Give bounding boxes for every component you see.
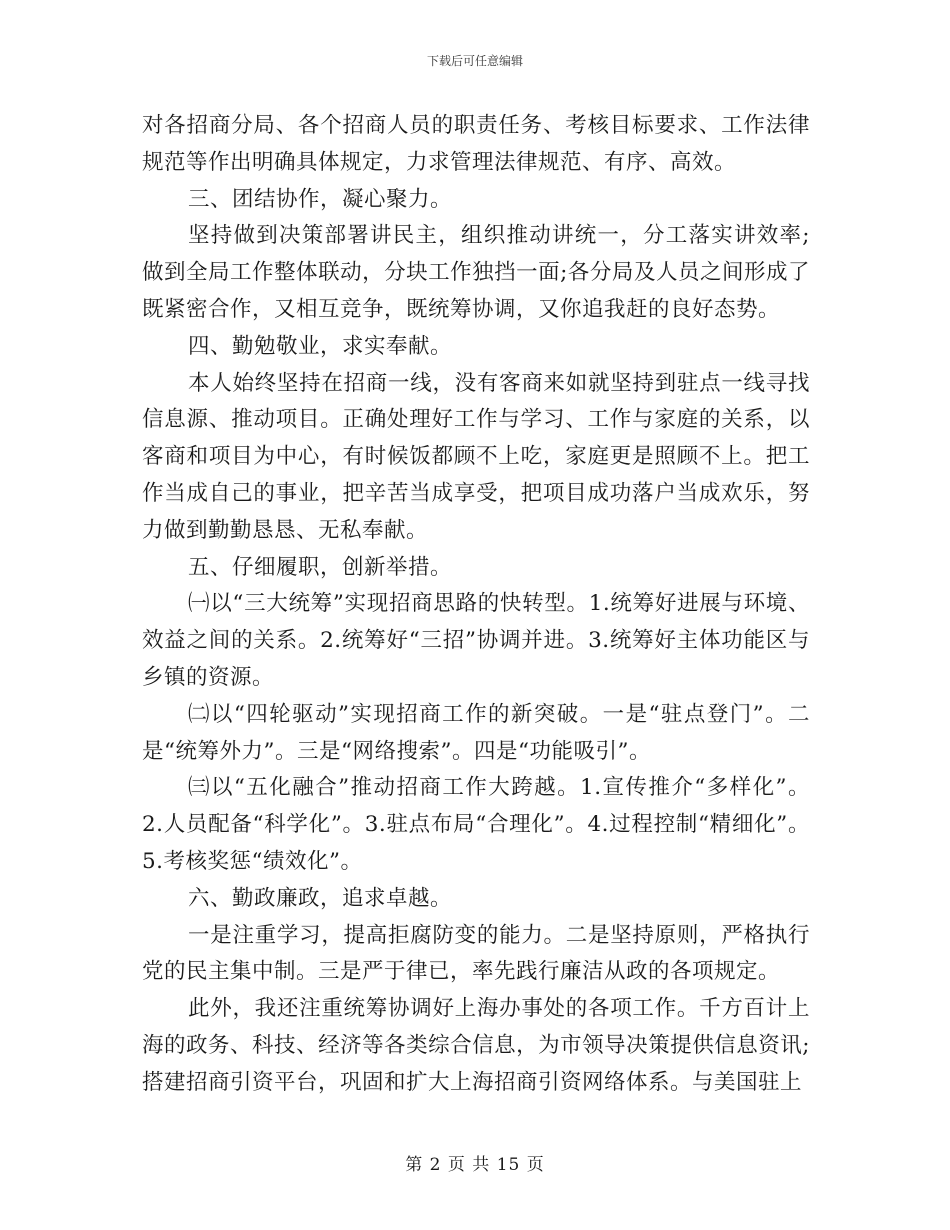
paragraph-7: ㈠以“三大统筹”实现招商思路的快转型。1.统筹好进展与环境、效益之间的关系。2.统筹好“三招”协调并进。3.统筹好主体功能区与乡镇的资源。 — [142, 591, 810, 690]
section-heading-3: 三、团结协作，凝心聚力。 — [188, 186, 453, 212]
paragraph-11: 一是注重学习，提高拒腐防变的能力。二是坚持原则，严格执行党的民主集中制。三是严于律已，率先践行廉洁从政的各项规定。 — [142, 922, 810, 985]
paragraph-9: ㈢以“五化融合”推动招商工作大跨越。1.宣传推介“多样化”。 2.人员配备“科学化”。3.驻点布局“合理化”。4.过程控制“精细化”。5.考核奖惩“绩效化”。 — [142, 775, 810, 874]
page-footer: 第 2 页 共 15 页 — [405, 1155, 545, 1175]
paragraph-8: ㈡以“四轮驱动”实现招商工作的新突破。一是“驻点登门”。二是“统筹外力”。三是“网络搜索”。四是“功能吸引”。 — [142, 701, 810, 764]
document-body — [142, 108, 810, 1102]
page-header: 下载后可任意编辑 — [426, 54, 523, 68]
section-heading-5: 五、仔细履职，创新举措。 — [188, 554, 453, 580]
paragraph-5: 本人始终坚持在招商一线，没有客商来如就坚持到驻点一线寻找信息源、推动项目。正确处理好工作与学习、工作与家庭的关系，以客商和项目为中心，有时候饭都顾不上吃，家庭更是照顾不上。把工作当成自己的事业，把辛苦当成享受，把项目成功落户当成欢乐，努力做到勤勤恳恳、无私奉献。 — [142, 370, 810, 543]
section-heading-6: 六、勤政廉政，追求卓越。 — [188, 885, 453, 911]
paragraph-3: 坚持做到决策部署讲民主，组织推动讲统一，分工落实讲效率;做到全局工作整体联动，分块工作独挡一面;各分局及人员之间形成了既紧密合作，又相互竞争，既统筹协调，又你追我赶的良好态势。 — [142, 223, 810, 322]
section-heading-4: 四、勤勉敬业，求实奉献。 — [188, 333, 453, 359]
paragraph-12: 此外，我还注重统筹协调好上海办事处的各项工作。千方百计上海的政务、科技、经济等各类综合信息，为市领导决策提供信息资讯;搭建招商引资平台，巩固和扩大上海招商引资网络体系。与美国驻上 — [142, 996, 810, 1095]
paragraph-1: 对各招商分局、各个招商人员的职责任务、考核目标要求、工作法律规范等作出明确具体规定，力求管理法律规范、有序、高效。 — [142, 113, 810, 175]
